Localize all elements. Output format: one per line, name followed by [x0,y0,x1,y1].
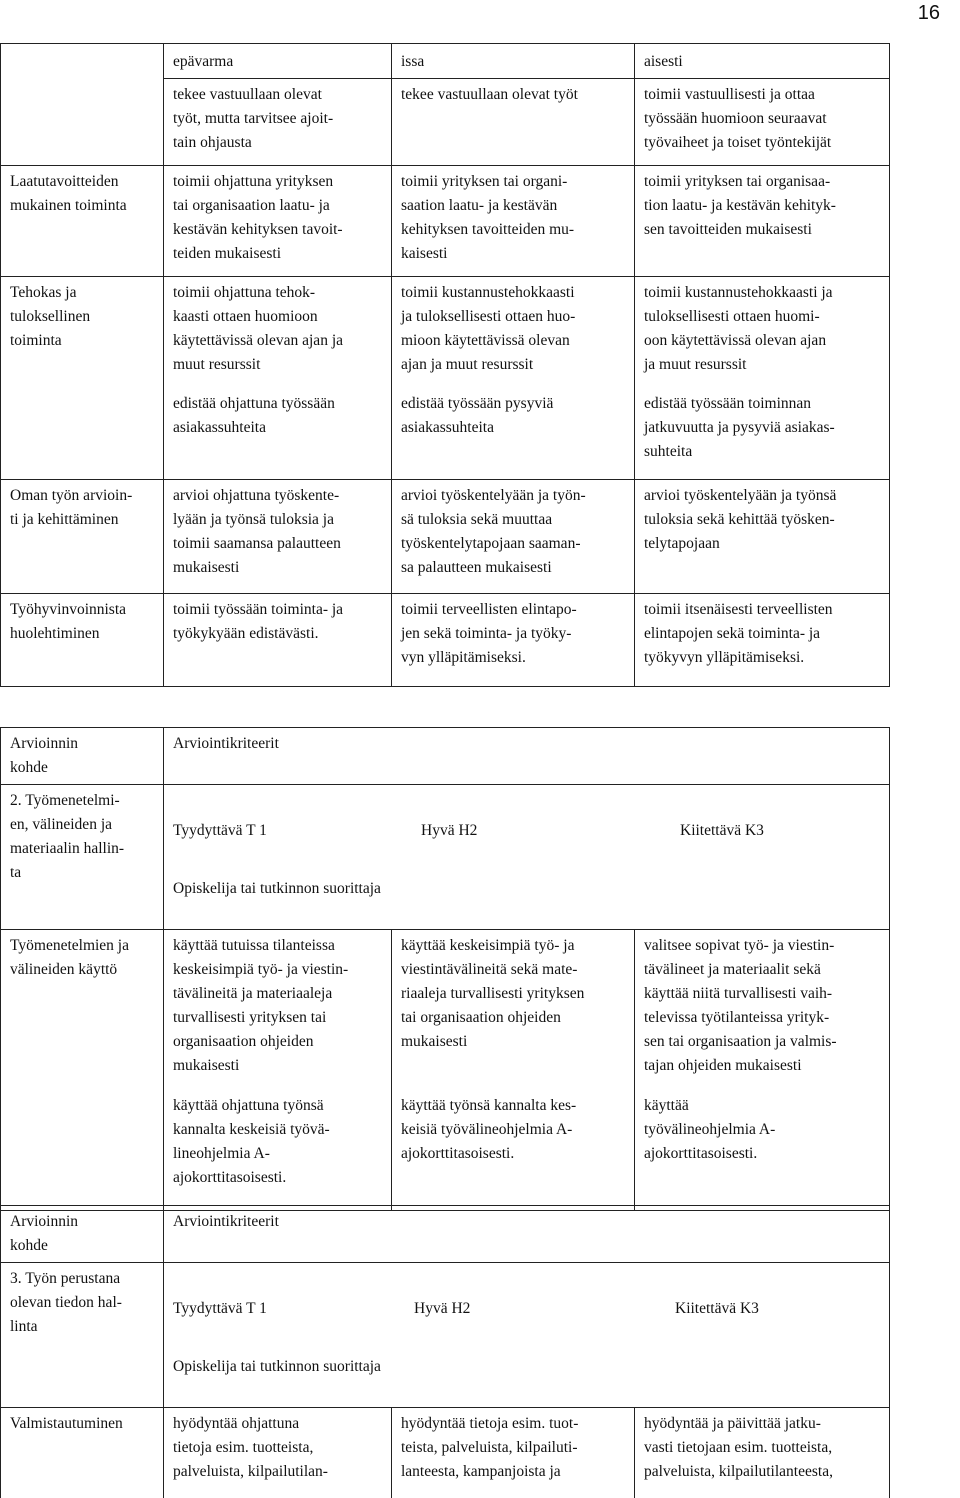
table-header-row [1,1206,890,1263]
criteria-heading: Arviointikriteerit [164,728,890,785]
table-header-row [1,728,890,785]
table-cell: edistää työssään pysyviä asiakassuhteita [392,388,635,480]
criteria-table-2 [0,727,890,1211]
table-cell: toimii kustannustehokkaasti ja tuloksellisesti ottaen huomi- oon käytettävissä olevan ajan ja muut resurssit [635,277,890,388]
table-cell: arvioi työskentelyään ja työnsä tuloksia sekä kehittää työsken- telytapojaan [635,480,890,594]
table-cell: toimii ohjattuna yrityksen tai organisaation laatu- ja kestävän kehityksen tavoit- teiden mukaisesti [164,166,392,277]
level-satisfactory: Tyydyttävä T 1 [173,822,267,839]
criteria-heading: Arviointikriteerit [164,1206,890,1263]
table-row [1,1090,890,1211]
table-row [1,277,890,388]
criteria-table-1 [0,43,890,687]
table-cell [1,79,164,166]
table-row [1,79,890,166]
level-satisfactory: Tyydyttävä T 1 [173,1300,267,1317]
table-cell: käyttää keskeisimpiä työ- ja viestintävälineitä sekä mate- riaaleja turvallisesti yrityksen tai organisaation ohjeiden mukaisesti [392,930,635,1090]
table-header-cell: issa [392,44,635,79]
table-row-label: Työmenetelmien ja välineiden käyttö [1,930,164,1090]
table-header-row [1,44,890,79]
table-cell [1,1090,164,1211]
table-cell: arvioi työskentelyään ja työn- sä tuloksia sekä muuttaa työskentelytapojaan saaman- sa palautteen mukaisesti [392,480,635,594]
table-row-label: Tehokas ja tuloksellinen toiminta [1,277,164,388]
table-header-cell: aisesti [635,44,890,79]
table-row-label: Työhyvinvoinnista huolehtiminen [1,594,164,687]
levels-row [173,1297,881,1321]
table-cell: tekee vastuullaan olevat työt, mutta tarvitsee ajoit- tain ohjausta [164,79,392,166]
assessment-target: 2. Työmenetelmi- en, välineiden ja materiaalin hallin- ta [1,785,164,930]
table-row-label: Oman työn arvioin- ti ja kehittäminen [1,480,164,594]
table-row [1,388,890,480]
table-cell: tekee vastuullaan olevat työt [392,79,635,166]
subject-label: Opiskelija tai tutkinnon suorittaja [173,1358,381,1375]
table-cell: käyttää ohjattuna työnsä kannalta keskeisiä työvä- lineohjelmia A- ajokorttitasoisesti. [164,1090,392,1211]
table-row-label: Laatutavoitteiden mukainen toiminta [1,166,164,277]
assessment-target-heading: Arvioinnin kohde [1,728,164,785]
table-cell: toimii työssään toiminta- ja työkykyään edistävästi. [164,594,392,687]
subject-label: Opiskelija tai tutkinnon suorittaja [173,880,381,897]
table-row-label: Valmistautuminen [1,1408,164,1498]
table-cell: hyödyntää ja päivittää jatku- vasti tietojaan esim. tuotteista, palveluista, kilpailutilanteesta, [635,1408,890,1498]
table-cell: toimii kustannustehokkaasti ja tuloksellisesti ottaen huo- mioon käytettävissä olevan ajan ja muut resurssit [392,277,635,388]
table-cell [1,44,164,79]
table-cell: käyttää tutuissa tilanteissa keskeisimpiä työ- ja viestin- tävälineitä ja materiaaleja turvallisesti yrityksen tai organisaation ohjeiden mukaisesti [164,930,392,1090]
assessment-target-heading: Arvioinnin kohde [1,1206,164,1263]
level-good: Hyvä H2 [421,822,478,839]
table-row [1,1408,890,1498]
level-excellent: Kiitettävä K3 [675,1300,759,1317]
table-cell: edistää ohjattuna työssään asiakassuhteita [164,388,392,480]
table-cell: toimii yrityksen tai organisaa- tion laatu- ja kestävän kehityk- sen tavoitteiden mukaisesti [635,166,890,277]
table-row [1,930,890,1090]
table-row [1,1263,890,1408]
table-cell [1,388,164,480]
table-cell: toimii terveellisten elintapo- jen sekä toiminta- ja työky- vyn ylläpitämiseksi. [392,594,635,687]
criteria-table-3 [0,1205,890,1498]
table-header-cell: epävarma [164,44,392,79]
levels-cell [164,785,890,930]
table-row [1,594,890,687]
table-cell: toimii yrityksen tai organi- saation laatu- ja kestävän kehityksen tavoitteiden mu- kaisesti [392,166,635,277]
table-row [1,785,890,930]
table-cell: valitsee sopivat työ- ja viestin- tävälineet ja materiaalit sekä käyttää niitä turvallisesti vaih- televissa työtilanteissa yrityk- sen tai organisaation ja valmis- tajan ohjeiden mukaisesti [635,930,890,1090]
table-cell: toimii itsenäisesti terveellisten elintapojen sekä toiminta- ja työkyvyn ylläpitämiseksi. [635,594,890,687]
assessment-target: 3. Työn perustana olevan tiedon hal- linta [1,1263,164,1408]
table-cell: edistää työssään toiminnan jatkuvuutta ja pysyviä asiakas- suhteita [635,388,890,480]
table-cell: toimii ohjattuna tehok- kaasti ottaen huomioon käytettävissä olevan ajan ja muut resurssit [164,277,392,388]
table-cell: hyödyntää ohjattuna tietoja esim. tuotteista, palveluista, kilpailutilan- [164,1408,392,1498]
table-cell: hyödyntää tietoja esim. tuot- teista, palveluista, kilpailuti- lanteesta, kampanjoista ja [392,1408,635,1498]
level-excellent: Kiitettävä K3 [680,822,764,839]
table-cell: toimii vastuullisesti ja ottaa työssään huomioon seuraavat työvaiheet ja toiset työntekijät [635,79,890,166]
table-cell: käyttää työnsä kannalta kes- keisiä työvälineohjelmia A- ajokorttitasoisesti. [392,1090,635,1211]
table-cell: käyttää työvälineohjelmia A- ajokorttitasoisesti. [635,1090,890,1211]
table-cell: arvioi ohjattuna työskente- lyään ja työnsä tuloksia ja toimii saamansa palautteen mukaisesti [164,480,392,594]
levels-cell [164,1263,890,1408]
level-good: Hyvä H2 [414,1300,471,1317]
levels-row [173,819,881,843]
table-row [1,166,890,277]
page-number: 16 [917,2,940,24]
table-row [1,480,890,594]
